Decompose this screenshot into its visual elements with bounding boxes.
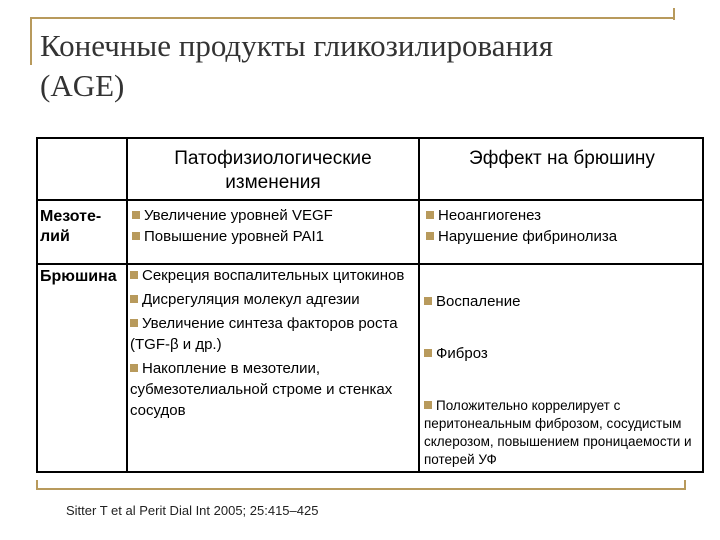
left-rule-tick <box>30 17 32 65</box>
header-changes: Патофизиологические изменения <box>174 148 372 193</box>
table-divider-header <box>38 199 702 201</box>
row2-effect-correlation <box>424 397 700 469</box>
row1-changes <box>132 205 416 247</box>
row-label-peritoneum: Брюшина <box>40 268 117 285</box>
list-item: Увеличение уровней VEGF <box>132 205 416 226</box>
list-item: Воспаление <box>424 291 698 312</box>
list-item: Фиброз <box>424 343 698 364</box>
top-rule <box>30 17 675 19</box>
bullet-icon <box>424 297 432 305</box>
list-item: Увеличение синтеза факторов роста (TGF-β и др.) <box>130 315 398 353</box>
header-effect: Эффект на брюшину <box>469 148 655 169</box>
footer-tick-right <box>684 480 686 490</box>
bullet-icon <box>132 232 140 240</box>
slide-title-line1: Конечные продукты гликозилирования <box>40 28 553 63</box>
slide-title <box>40 26 680 106</box>
list-item: Нарушение фибринолиза <box>426 226 698 247</box>
list-item: Неоангиогенез <box>426 205 698 226</box>
comparison-table <box>36 137 704 473</box>
row1-effects <box>426 205 698 247</box>
list-item: Положительно коррелирует с перитонеальным фиброзом, сосудистым склерозом, повышением проницаемости и потерей УФ <box>424 398 692 467</box>
citation: Sitter T et al Perit Dial Int 2005; 25:415–425 <box>66 503 319 518</box>
row2-changes <box>130 265 414 421</box>
bullet-icon <box>426 211 434 219</box>
bullet-icon <box>130 271 138 279</box>
row-label-mesothelium: Мезоте-лий <box>40 208 102 245</box>
bullet-icon <box>424 349 432 357</box>
row2-effect-inflammation <box>424 291 698 312</box>
bullet-icon <box>130 295 138 303</box>
row2-effect-fibrosis <box>424 343 698 364</box>
top-rule-tick <box>673 8 675 20</box>
list-item: Секреция воспалительных цитокинов <box>130 265 414 286</box>
table-divider-label <box>126 139 128 471</box>
bullet-icon <box>424 401 432 409</box>
footer-rule <box>36 488 686 490</box>
footer-tick-left <box>36 480 38 490</box>
bullet-icon <box>130 364 138 372</box>
slide-title-line2: (AGE) <box>40 68 125 103</box>
bullet-icon <box>130 319 138 327</box>
table-divider-middle <box>418 139 420 471</box>
list-item: Накопление в мезотелии, субмезотелиальной строме и стенках сосудов <box>130 360 393 419</box>
bullet-icon <box>426 232 434 240</box>
list-item: Повышение уровней PAI1 <box>132 226 416 247</box>
list-item: Дисрегуляция молекул адгезии <box>130 289 414 310</box>
bullet-icon <box>132 211 140 219</box>
